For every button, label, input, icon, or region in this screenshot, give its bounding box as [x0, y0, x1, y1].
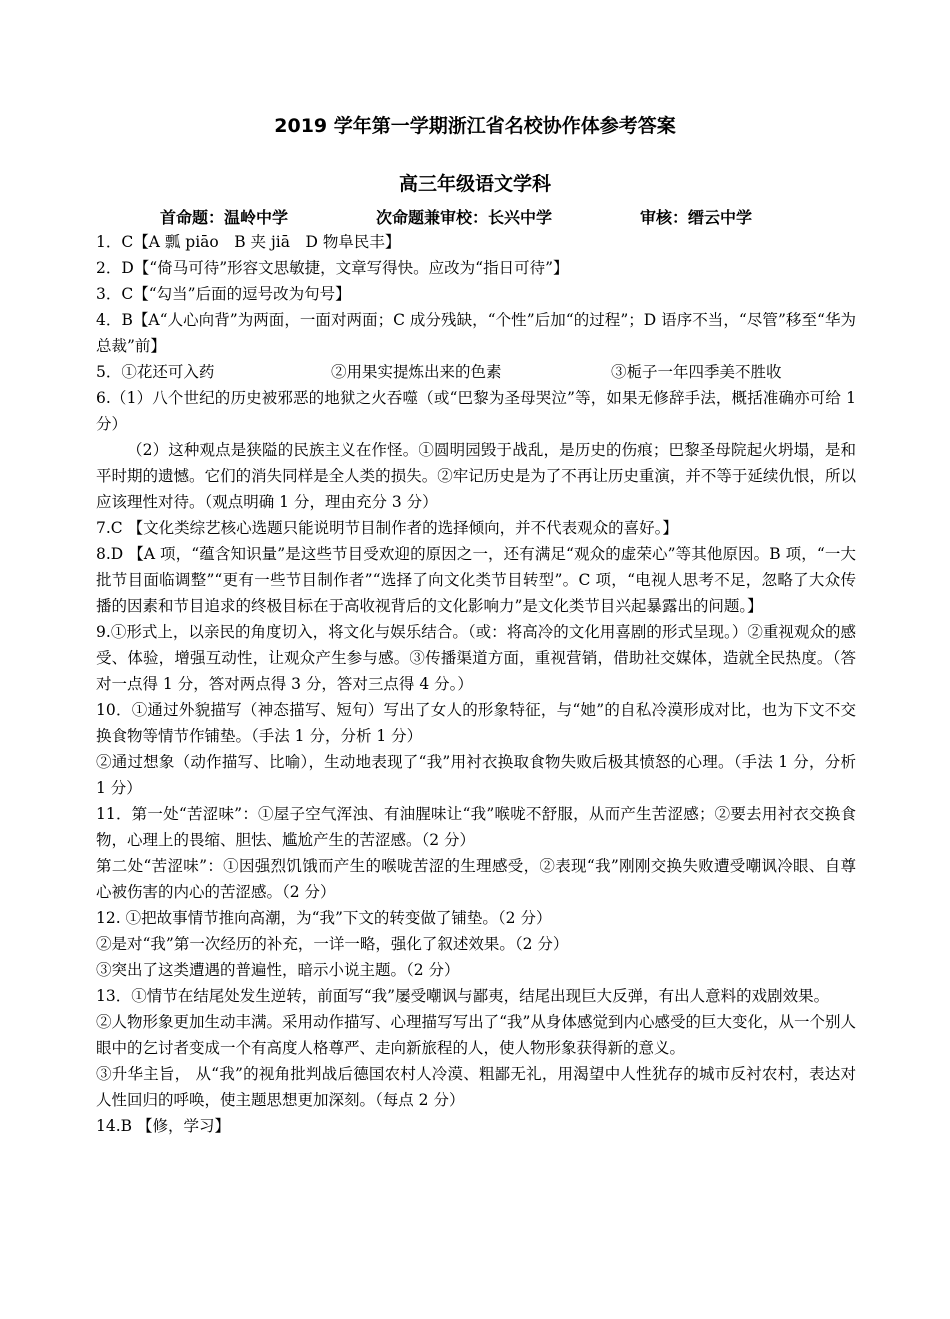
answer-11-part-2: 第二处“苦涩味”：①因强烈饥饿而产生的喉咙苦涩的生理感受，②表现“我”刚刚交换失败遭受嘲讽冷眼、自尊心被伤害的内心的苦涩感。（2 分）: [96, 857, 856, 901]
credit-second-author: 次命题兼审校：长兴中学: [376, 208, 553, 227]
credit-reviewer: 审核：缙云中学: [640, 208, 753, 227]
answers-body: [96, 229, 856, 1139]
answer-5-part-1: 5．①花还可入药: [96, 363, 215, 381]
answer-10-part-1: 10．①通过外貌描写（神态描写、短句）写出了女人的形象特征，与“她”的自私冷漠形成对比，也为下文不交换食物等情节作铺垫。（手法 1 分，分析 1 分）: [96, 701, 856, 745]
answer-11-part-1: 11．第一处“苦涩味”：①屋子空气浑浊、有油腥味让“我”喉咙不舒服，从而产生苦涩感；②要去用衬衣交换食物，心理上的畏缩、胆怯、尴尬产生的苦涩感。（2 分）: [96, 805, 856, 849]
answer-9: 9.①形式上，以亲民的角度切入，将文化与娱乐结合。（或：将高冷的文化用喜剧的形式呈现。）②重视观众的感受、体验，增强互动性，让观众产生参与感。③传播渠道方面，重视营销，借助社交媒体，造就全民热度。（答对一点得 1 分，答对两点得 3 分，答对三点得 4 分。）: [96, 623, 856, 693]
answer-12-part-1: 12. ①把故事情节推向高潮，为“我”下文的转变做了铺垫。（2 分）: [96, 909, 552, 927]
document-title: 2019 学年第一学期浙江省名校协作体参考答案: [274, 115, 676, 137]
credit-first-author: 首命题：温岭中学: [160, 208, 289, 227]
answer-7: 7.C 【文化类综艺核心选题只能说明节目制作者的选择倾向，并不代表观众的喜好。】: [96, 519, 678, 537]
answer-14: 14.B 【修，学习】: [96, 1117, 230, 1135]
answer-5-part-3: ③栀子一年四季美不胜收: [611, 363, 782, 381]
answer-13-part-1: 13．①情节在结尾处发生逆转，前面写“我”屡受嘲讽与鄙夷，结尾出现巨大反弹，有出人意料的戏剧效果。: [96, 987, 830, 1005]
answer-13-part-2: ②人物形象更加生动丰满。采用动作描写、心理描写写出了“我”从身体感觉到内心感受的巨大变化，从一个别人眼中的乞讨者变成一个有高度人格尊严、走向新旅程的人，使人物形象获得新的意义。: [96, 1013, 856, 1057]
answer-6-part-2: （2）这种观点是狭隘的民族主义在作怪。①圆明园毁于战乱，是历史的伤痕；巴黎圣母院起火坍塌，是和平时期的遗憾。它们的消失同样是全人类的损失。②牢记历史是为了不再让历史重演，并不等于延续仇恨，所以应该理性对待。（观点明确 1 分，理由充分 3 分）: [96, 441, 856, 511]
answer-3: 3．C【“勾当”后面的逗号改为句号】: [96, 285, 351, 303]
answer-5: [96, 359, 856, 385]
answer-1: 1．C【A 瓢 piāo B 夹 jiā D 物阜民丰】: [96, 233, 401, 251]
answer-10-part-2: ②通过想象（动作描写、比喻），生动地表现了“我”用衬衣换取食物失败后极其愤怒的心理。（手法 1 分，分析 1 分）: [96, 753, 856, 797]
answer-12-part-2: ②是对“我”第一次经历的补充，一详一略，强化了叙述效果。（2 分）: [96, 935, 569, 953]
answer-5-part-2: ②用果实提炼出来的色素: [331, 363, 502, 381]
answer-2: 2．D【“倚马可待”形容文思敏捷，文章写得快。应改为“指日可待”】: [96, 259, 569, 277]
answer-12-part-3: ③突出了这类遭遇的普遍性，暗示小说主题。（2 分）: [96, 961, 460, 979]
answer-6-part-1: 6.（1）八个世纪的历史被邪恶的地狱之火吞噬（或“巴黎为圣母哭泣”等，如果无修辞手法，概括准确亦可给 1 分）: [96, 389, 856, 433]
answer-13-part-3: ③升华主旨， 从“我”的视角批判战后德国农村人冷漠、粗鄙无礼，用渴望中人性犹存的城市反衬农村，表达对人性回归的呼唤，使主题思想更加深刻。（每点 2 分）: [96, 1065, 856, 1109]
answer-8: 8.D 【A 项，“蕴含知识量”是这些节目受欢迎的原因之一，还有满足“观众的虚荣心”等其他原因。B 项，“一大批节目面临调整”“更有一些节目制作者”“选择了向文化类节目转型”。C 项，“电视人思考不足，忽略了大众传播的因素和节目追求的终极目标在于高收视背后的文化影响力”是文化类节目兴起暴露出的问题。】: [96, 545, 856, 615]
answer-4: 4．B【A“人心向背”为两面，一面对两面；C 成分残缺，“个性”后加“的过程”；D 语序不当，“尽管”移至“华为总裁”前】: [96, 311, 856, 355]
document-subtitle: 高三年级语文学科: [398, 173, 551, 195]
